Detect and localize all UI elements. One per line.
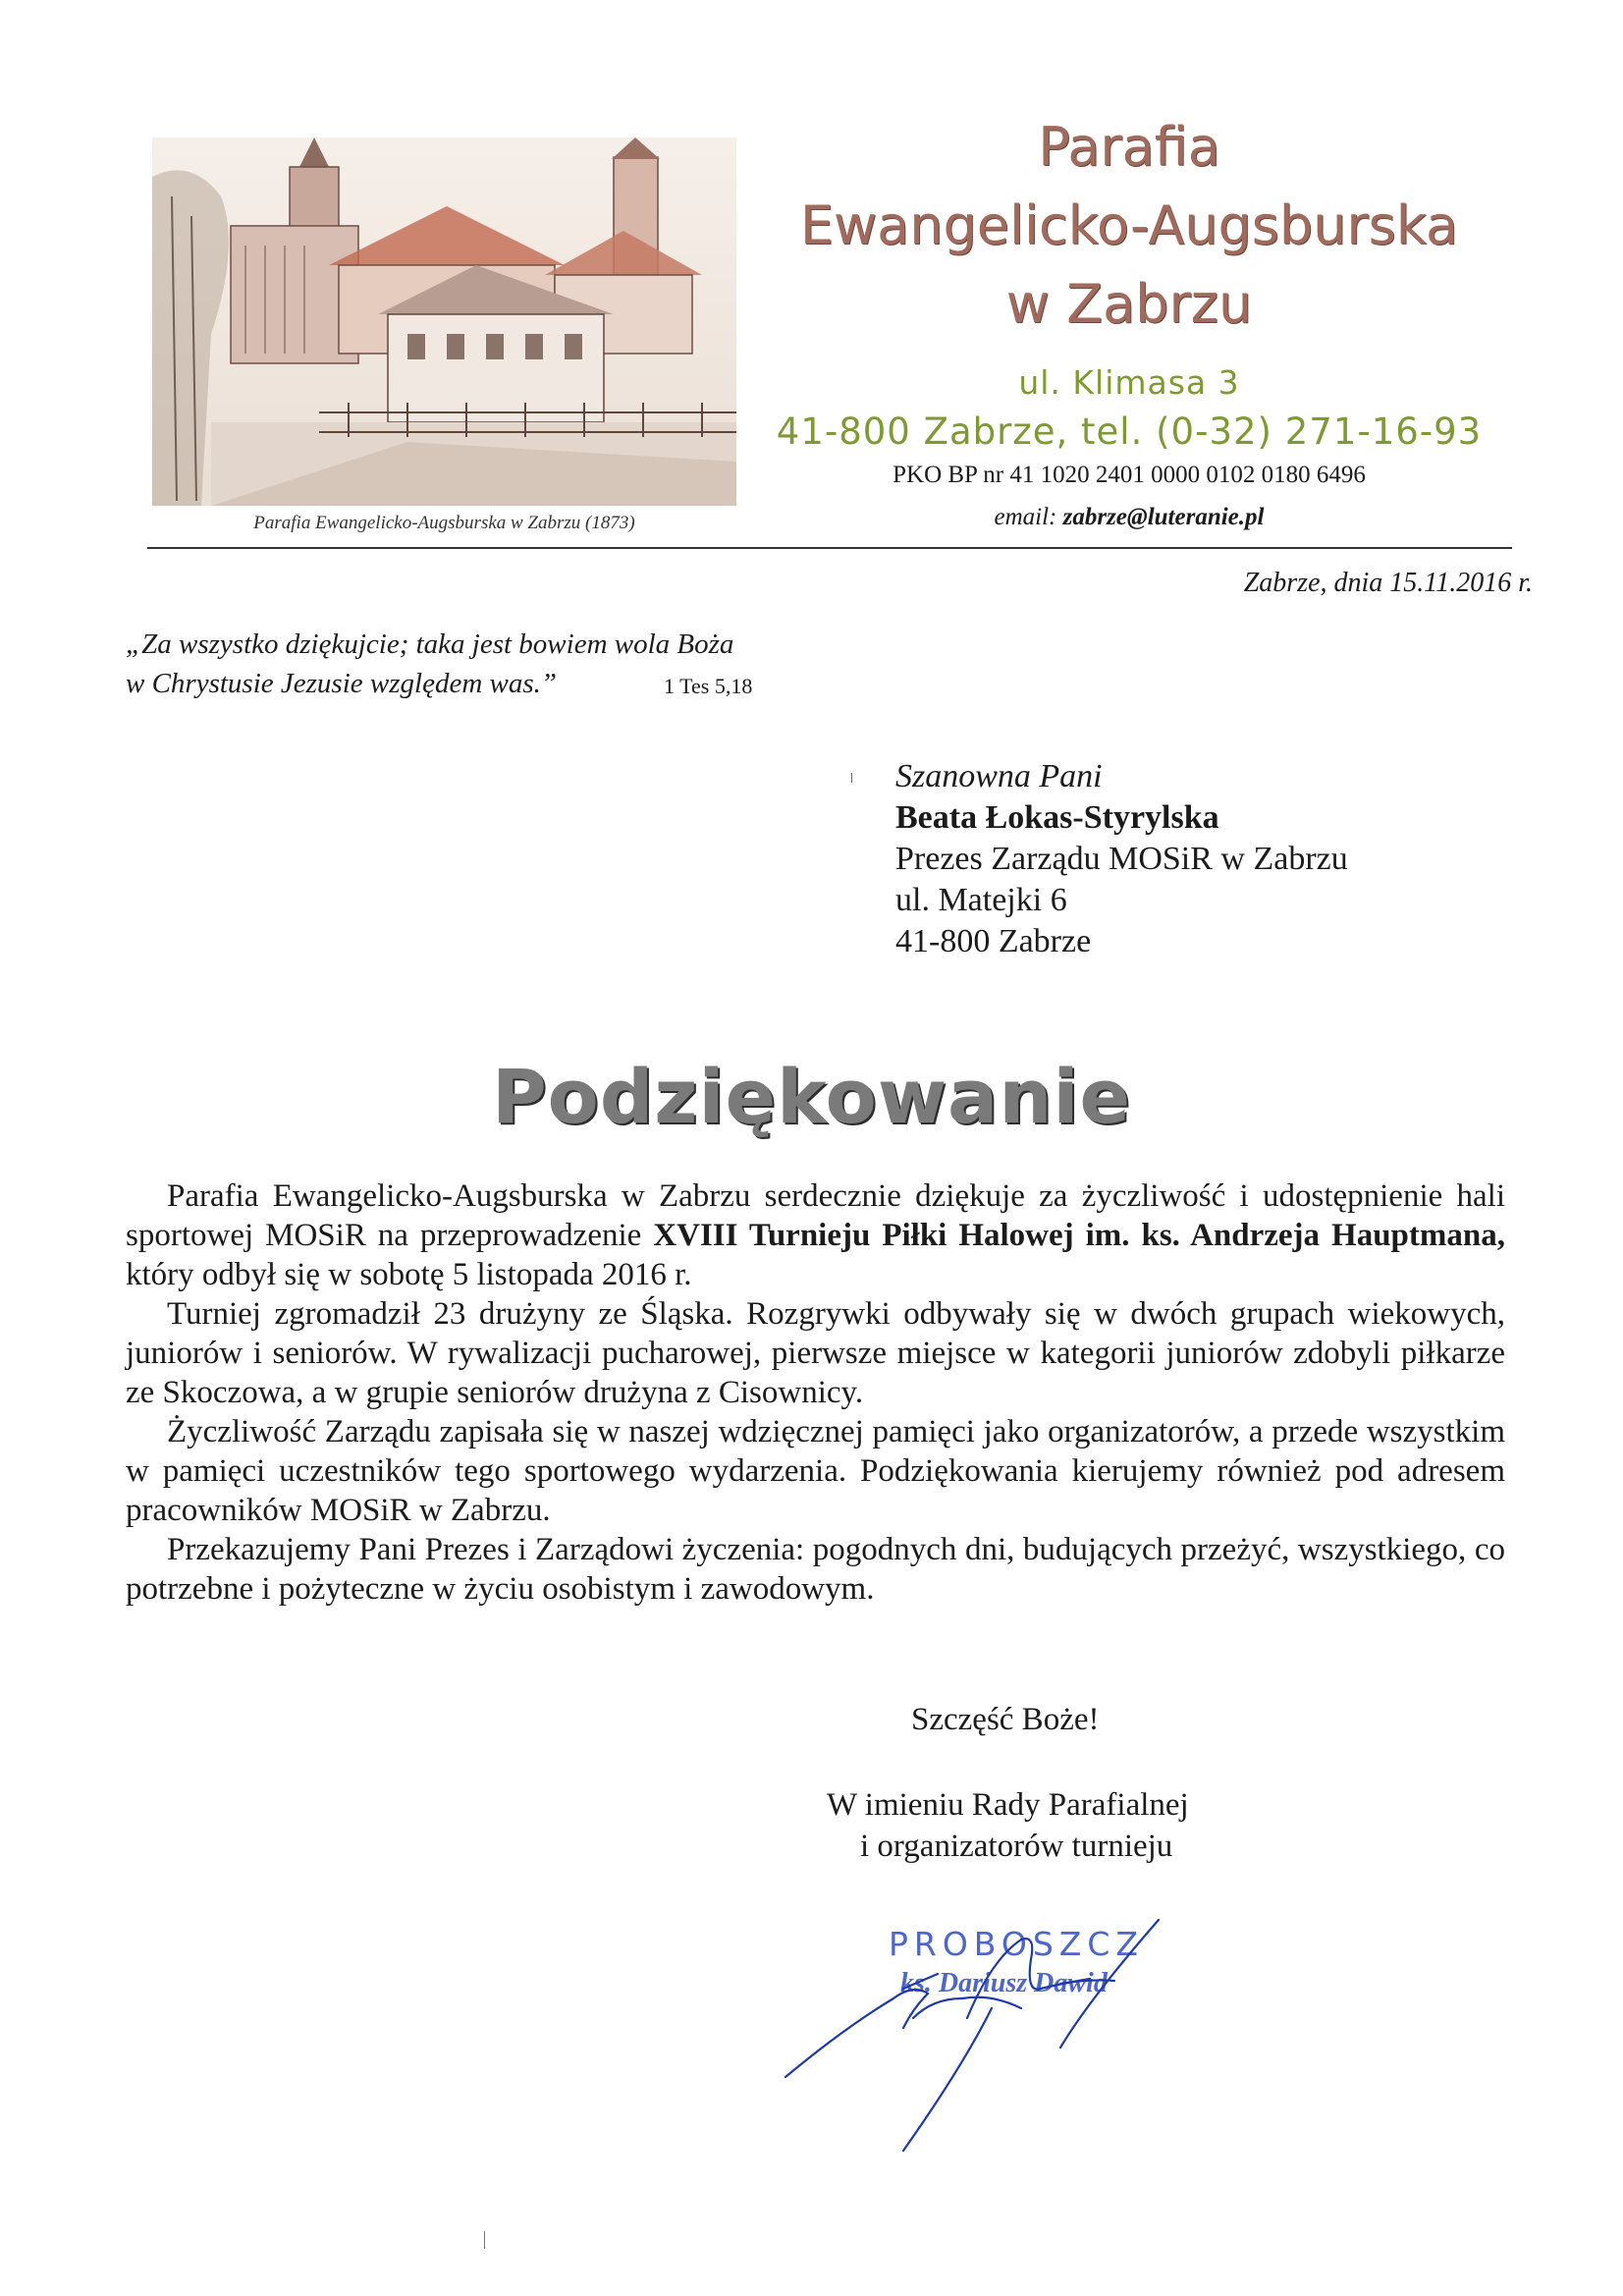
letter-date: Zabrze, dnia 15.11.2016 r.: [1243, 568, 1533, 598]
body-paragraph-1: [126, 1176, 1505, 1294]
addressee-position: Prezes Zarządu MOSiR w Zabrzu: [895, 841, 1348, 877]
signature-line1: W imieniu Rady Parafialnej: [827, 1787, 1189, 1823]
parish-name-line1: Parafia: [1038, 116, 1220, 178]
body-paragraph-4: Przekazujemy Pani Prezes i Zarządowi życzenia: pogodnych dni, budujących przeżyć, wszystkiego, co potrzebne i pożyteczne w życiu osobistym i zawodowym.: [126, 1532, 1505, 1607]
fold-mark: [851, 773, 852, 783]
closing-greeting: Szczęść Boże!: [911, 1702, 1100, 1737]
tournament-name: XVIII Turnieju Piłki Halowej im. ks. Andrzeja Hauptmana,: [653, 1218, 1505, 1253]
body-p1-tail: który odbył się w sobotę 5 listopada 2016 r.: [126, 1257, 692, 1292]
header-divider: [147, 547, 1512, 549]
signature-line2: i organizatorów turnieju: [860, 1829, 1173, 1864]
addressee-block: [895, 756, 1348, 962]
addressee-name: Beata Łokas-Styrylska: [895, 799, 1219, 836]
parish-street: ul. Klimasa 3: [1018, 363, 1240, 402]
illustration-caption: Parafia Ewangelicko-Augsburska w Zabrzu (1873): [253, 513, 635, 533]
handwritten-signature: [766, 1900, 1227, 2156]
email-label: email:: [994, 504, 1063, 530]
email-line: [746, 504, 1512, 531]
letter-title: Podziękowanie: [491, 1053, 1132, 1140]
addressee-salutation: Szanowna Pani: [895, 758, 1103, 794]
stamp-title: PROBOSZCZ: [889, 1925, 1145, 1963]
stamp-name: ks. Dariusz Dawid: [900, 1968, 1108, 1998]
church-illustration: [152, 137, 736, 506]
fold-mark-bottom: [484, 2231, 485, 2249]
bank-account: PKO BP nr 41 1020 2401 0000 0102 0180 6496: [893, 462, 1366, 488]
addressee-street: ul. Matejki 6: [895, 882, 1067, 918]
letter-body: [126, 1176, 1505, 1609]
email-link[interactable]: zabrze@luteranie.pl: [1062, 504, 1265, 530]
body-paragraph-3: Życzliwość Zarządu zapisała się w naszej wdzięcznej pamięci jako organizatorów, a przede wszystkim w pamięci uczestników tego sportowego wydarzenia. Podziękowania kierujemy również pod adresem pracowników MOSiR w Zabrzu.: [126, 1414, 1505, 1528]
body-p1-text: Parafia Ewangelicko-Augsburska w Zabrzu serdecznie dziękuje za życzliwość i udostępnienie hali sportowej MOSiR na przeprowadzenie: [126, 1178, 1505, 1253]
parish-city-phone: 41-800 Zabrze, tel. (0-32) 271-16-93: [776, 410, 1483, 453]
parish-name-line3: w Zabrzu: [1005, 273, 1253, 335]
quote-reference: 1 Tes 5,18: [664, 674, 753, 698]
quote-line1: „Za wszystko dziękujcie; taka jest bowiem wola Boża: [126, 629, 734, 660]
quote-line2: w Chrystusie Jezusie względem was.”: [126, 668, 558, 699]
body-paragraph-2: Turniej zgromadził 23 drużyny ze Śląska. Rozgrywki odbywały się w dwóch grupach wiekowych, juniorów i seniorów. W rywalizacji pucharowej, pierwsze miejsce w kategorii juniorów zdobyli piłkarze ze Skoczowa, a w grupie seniorów drużyna z Cisownicy.: [126, 1296, 1505, 1410]
addressee-city: 41-800 Zabrze: [895, 923, 1092, 959]
parish-name-line2: Ewangelicko-Augsburska: [799, 194, 1459, 256]
